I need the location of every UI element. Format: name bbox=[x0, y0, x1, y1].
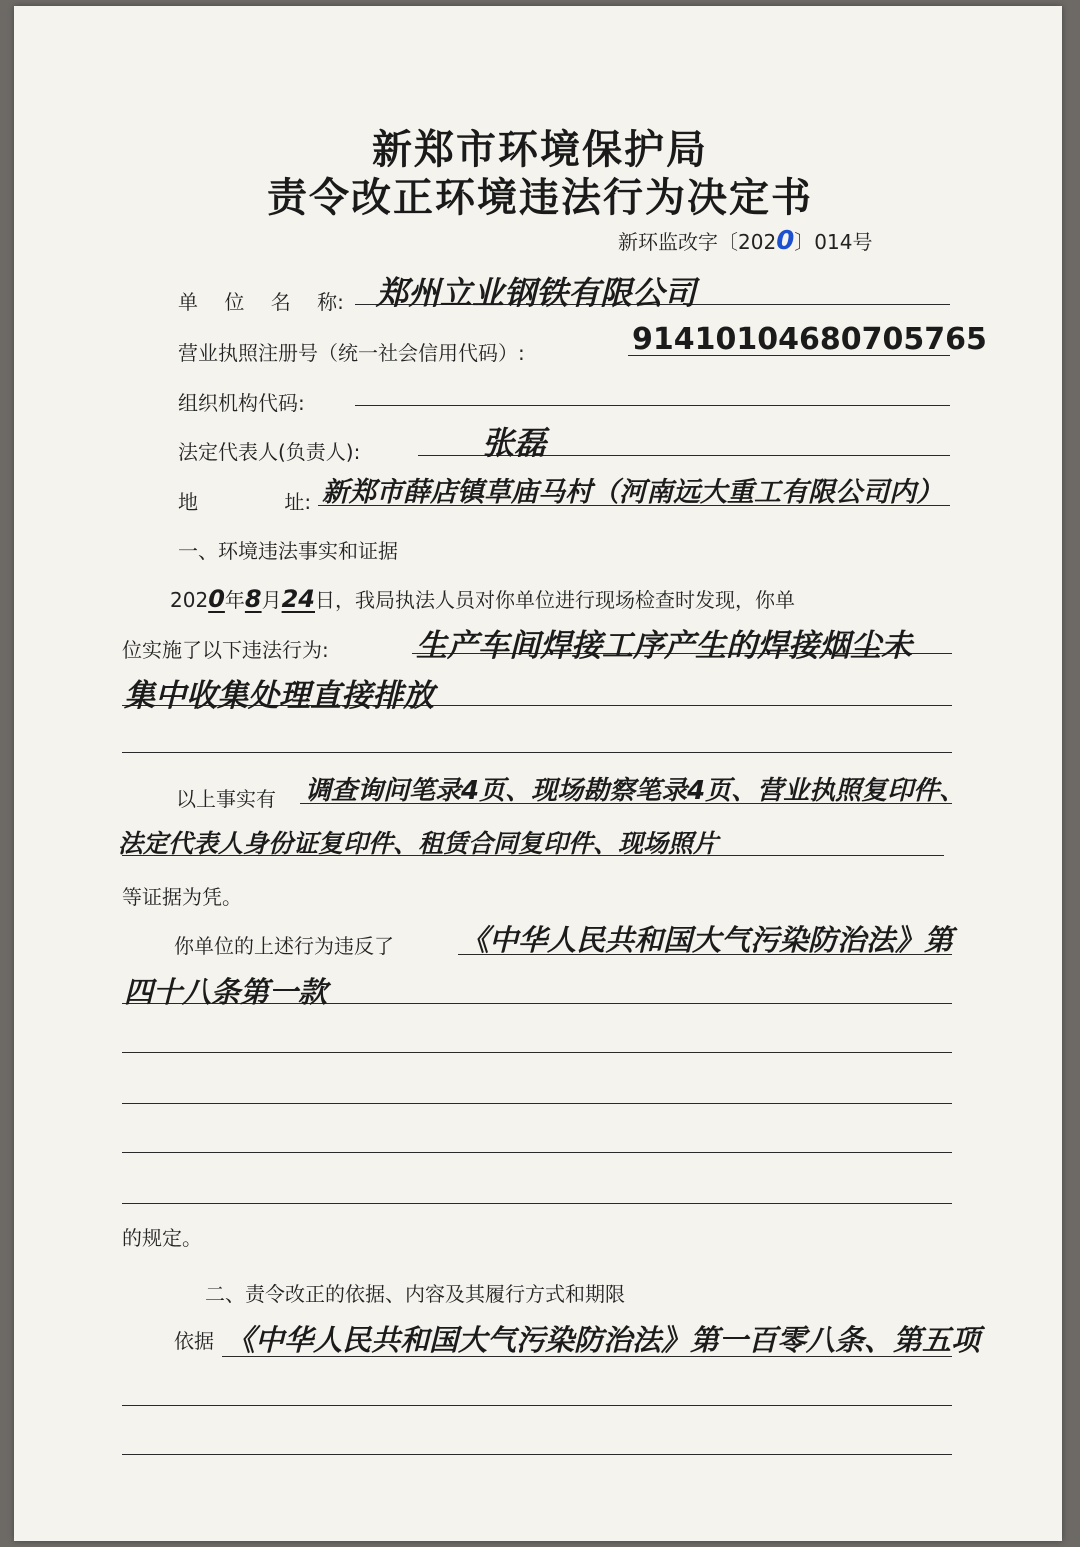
document-number bbox=[618, 226, 872, 256]
violation-prefix: 位实施了以下违法行为: bbox=[122, 638, 329, 662]
law-underline-5 bbox=[122, 1152, 952, 1153]
evidence-suffix: 等证据为凭。 bbox=[122, 885, 242, 909]
law-suffix: 的规定。 bbox=[122, 1226, 202, 1250]
license-value: 91410104680705765 bbox=[632, 322, 987, 357]
basis-prefix: 依据 bbox=[174, 1329, 214, 1353]
address-value: 新郑市薛店镇草庙马村（河南远大重工有限公司内） bbox=[322, 477, 943, 508]
doc-number-handwritten-digit: 0 bbox=[776, 226, 795, 256]
date-prefix: 202 bbox=[170, 588, 209, 612]
date-month-handwritten: 8 bbox=[244, 585, 262, 613]
date-year-suffix: 年 bbox=[224, 588, 245, 612]
date-year-handwritten: 0 bbox=[208, 585, 225, 613]
law-text-line2: 四十八条第一款 bbox=[124, 975, 328, 1009]
law-text-line1: 《中华人民共和国大气污染防治法》第 bbox=[460, 923, 954, 957]
law-underline-3 bbox=[122, 1052, 952, 1053]
document-title: 责令改正环境违法行为决定书 bbox=[267, 174, 813, 221]
section2-heading: 二、责令改正的依据、内容及其履行方式和期限 bbox=[205, 1282, 625, 1306]
law-prefix: 你单位的上述行为违反了 bbox=[174, 934, 394, 958]
basis-underline-2 bbox=[122, 1405, 952, 1406]
address-label: 地 址: bbox=[178, 490, 312, 514]
license-label: 营业执照注册号（统一社会信用代码）: bbox=[178, 341, 525, 365]
basis-underline-3 bbox=[122, 1454, 952, 1455]
violation-text-line1: 生产车间焊接工序产生的焊接烟尘未 bbox=[416, 628, 912, 664]
basis-text-line1: 《中华人民共和国大气污染防治法》第一百零八条、第五项 bbox=[226, 1323, 981, 1357]
date-day-handwritten: 24 bbox=[281, 585, 315, 613]
inspection-date-line bbox=[170, 584, 795, 613]
evidence-prefix: 以上事实有 bbox=[176, 787, 276, 811]
evidence-text-line2: 法定代表人身份证复印件、租赁合同复印件、现场照片 bbox=[118, 829, 719, 858]
org-code-label: 组织机构代码: bbox=[178, 391, 305, 415]
org-code-underline bbox=[355, 405, 950, 406]
legal-rep-label: 法定代表人(负责人): bbox=[178, 440, 361, 464]
violation-underline-3 bbox=[122, 752, 952, 753]
unit-name-value: 郑州立业钢铁有限公司 bbox=[376, 274, 697, 312]
unit-name-label: 单 位 名 称: bbox=[178, 290, 344, 314]
section1-heading: 一、环境违法事实和证据 bbox=[178, 539, 398, 563]
law-underline-6 bbox=[122, 1203, 952, 1204]
violation-text-line2: 集中收集处理直接排放 bbox=[124, 678, 434, 714]
evidence-text-line1: 调查询问笔录4页、现场勘察笔录4页、营业执照复印件、 bbox=[305, 776, 966, 806]
date-day-suffix: 日，我局执法人员对你单位进行现场检查时发现，你单 bbox=[315, 588, 795, 612]
legal-rep-value: 张磊 bbox=[482, 424, 547, 462]
agency-title: 新郑市环境保护局 bbox=[372, 126, 708, 173]
law-underline-4 bbox=[122, 1103, 952, 1104]
doc-number-suffix: 〕014号 bbox=[794, 230, 873, 254]
date-month-suffix: 月 bbox=[261, 588, 282, 612]
doc-number-prefix: 新环监改字〔202 bbox=[618, 230, 777, 254]
